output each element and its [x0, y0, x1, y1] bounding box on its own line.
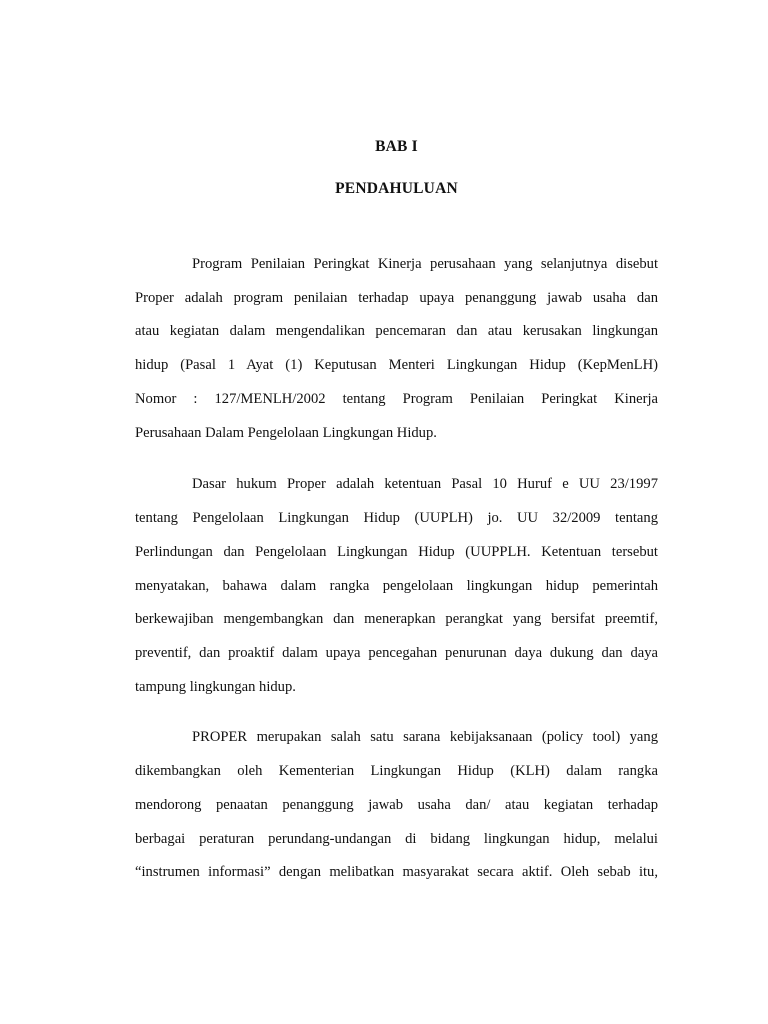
chapter-title: PENDAHULUAN	[335, 180, 458, 197]
paragraph-line: tampung lingkungan hidup.	[135, 679, 296, 695]
paragraph-line: mendorong penaatan penanggung jawab usaha dan/ atau kegiatan terhadap	[135, 797, 658, 813]
paragraph-line: atau kegiatan dalam mengendalikan pencemaran dan atau kerusakan lingkungan	[135, 323, 658, 339]
paragraph-line: Nomor : 127/MENLH/2002 tentang Program Penilaian Peringkat Kinerja	[135, 391, 658, 407]
paragraph-line: PROPER merupakan salah satu sarana kebijaksanaan (policy tool) yang	[192, 729, 658, 745]
chapter-heading: BAB I	[375, 138, 418, 155]
paragraph-line: hidup (Pasal 1 Ayat (1) Keputusan Menteri Lingkungan Hidup (KepMenLH)	[135, 357, 658, 373]
paragraph-line: tentang Pengelolaan Lingkungan Hidup (UUPLH) jo. UU 32/2009 tentang	[135, 510, 658, 526]
paragraph-line: preventif, dan proaktif dalam upaya pencegahan penurunan daya dukung dan daya	[135, 645, 658, 661]
paragraph-line: berbagai peraturan perundang-undangan di bidang lingkungan hidup, melalui	[135, 831, 658, 847]
paragraph-line: Perlindungan dan Pengelolaan Lingkungan Hidup (UUPPLH. Ketentuan tersebut	[135, 544, 658, 560]
paragraph-line: “instrumen informasi” dengan melibatkan masyarakat secara aktif. Oleh sebab itu,	[135, 864, 658, 880]
paragraph-line: dikembangkan oleh Kementerian Lingkungan Hidup (KLH) dalam rangka	[135, 763, 658, 779]
paragraph-line: Proper adalah program penilaian terhadap upaya penanggung jawab usaha dan	[135, 290, 658, 306]
paragraph-line: Dasar hukum Proper adalah ketentuan Pasal 10 Huruf e UU 23/1997	[192, 476, 658, 492]
paragraph-line: Perusahaan Dalam Pengelolaan Lingkungan Hidup.	[135, 425, 437, 441]
paragraph-line: menyatakan, bahawa dalam rangka pengelolaan lingkungan hidup pemerintah	[135, 578, 658, 594]
paragraph-line: Program Penilaian Peringkat Kinerja perusahaan yang selanjutnya disebut	[192, 256, 658, 272]
paragraph-line: berkewajiban mengembangkan dan menerapkan perangkat yang bersifat preemtif,	[135, 611, 658, 627]
